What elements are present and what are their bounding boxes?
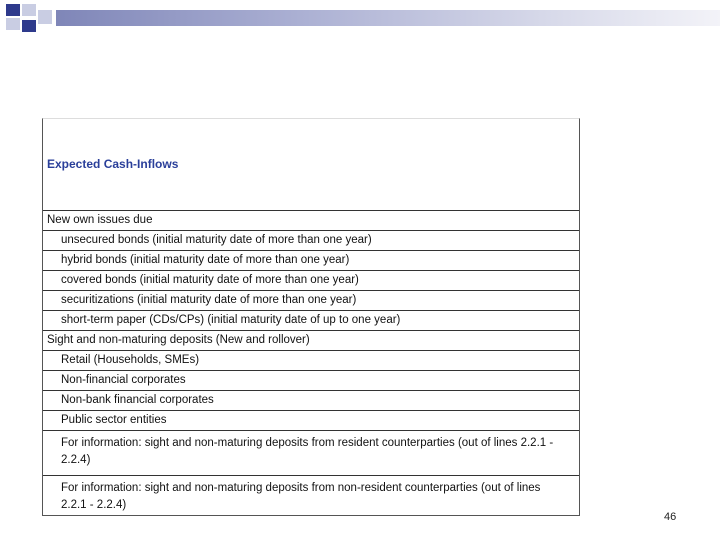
table-row: Non-bank financial corporates: [43, 390, 579, 410]
decor-square: [38, 10, 52, 24]
table-row: securitizations (initial maturity date of more than one year): [43, 290, 579, 310]
table-row: Retail (Households, SMEs): [43, 350, 579, 370]
table-rows: [43, 210, 579, 520]
decor-square: [22, 4, 36, 16]
header-gradient-bar: [56, 10, 720, 26]
table-row: covered bonds (initial maturity date of more than one year): [43, 270, 579, 290]
decor-square: [6, 4, 20, 16]
table-row: For information: sight and non-maturing deposits from non-resident counterparties (out of lines 2.2.1 - 2.2.4): [43, 475, 579, 520]
table-row: Non-financial corporates: [43, 370, 579, 390]
table-row: hybrid bonds (initial maturity date of more than one year): [43, 250, 579, 270]
slide-header-decoration: [0, 0, 720, 36]
table-row: New own issues due: [43, 210, 579, 230]
table-row: short-term paper (CDs/CPs) (initial maturity date of up to one year): [43, 310, 579, 330]
section-title: Expected Cash-Inflows: [47, 157, 179, 171]
cash-inflows-table: [42, 118, 580, 516]
decor-square: [6, 18, 20, 30]
table-row: For information: sight and non-maturing deposits from resident counterparties (out of lines 2.2.1 - 2.2.4): [43, 430, 579, 475]
decor-square: [22, 20, 36, 32]
table-row: unsecured bonds (initial maturity date of more than one year): [43, 230, 579, 250]
page-number: 46: [664, 511, 677, 523]
table-row: Sight and non-maturing deposits (New and rollover): [43, 330, 579, 350]
table-row: Public sector entities: [43, 410, 579, 430]
